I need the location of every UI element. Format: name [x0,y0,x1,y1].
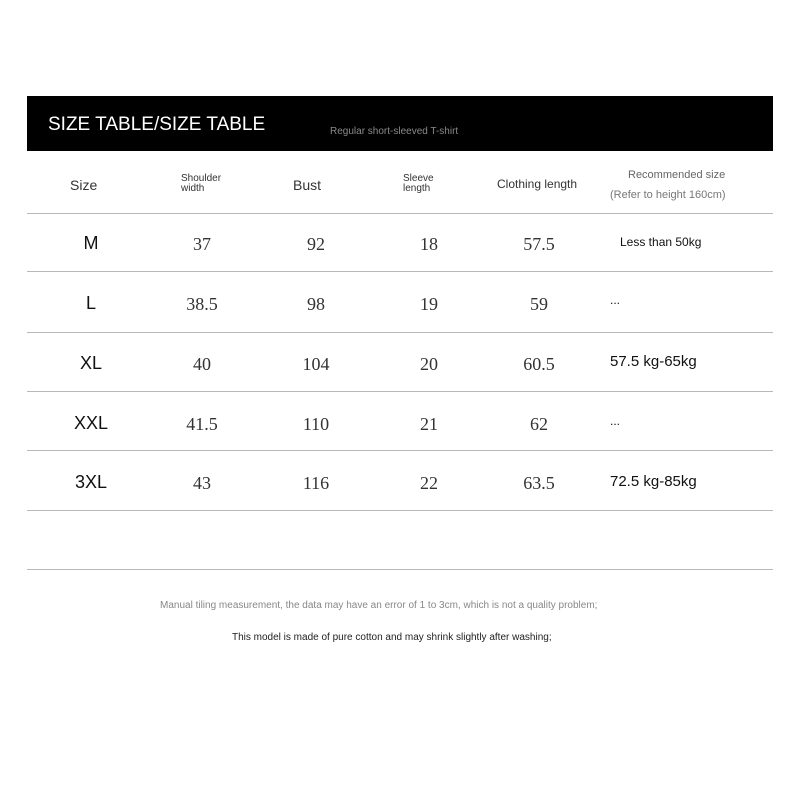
header-shoulder-line1: Shoulder [181,173,222,184]
row-shoulder: 38.5 [186,294,218,314]
header-sleeve-line2: length [403,183,431,194]
divider-line [27,391,773,392]
row-sleeve: 20 [420,354,438,374]
row-size: XXL [73,413,109,433]
row-bust: 116 [302,473,330,493]
row-length: 57.5 [523,234,555,254]
size-table-banner [27,96,773,151]
header-sleeve-line1: Sleeve [403,173,434,184]
divider-line [27,213,773,214]
row-bust: 98 [307,294,325,314]
measurement-error-note: Manual tiling measurement, the data may have an error of 1 to 3cm, which is not a quality problem; [160,600,598,611]
divider-line [27,510,773,511]
row-sleeve: 22 [420,473,438,493]
divider-line [27,332,773,333]
divider-line [27,450,773,451]
row-shoulder: 40 [193,354,211,374]
header-recommended-note: (Refer to height 160cm) [610,189,726,201]
header-size: Size [70,177,98,193]
divider-line [27,271,773,272]
row-size: M [83,233,99,253]
row-sleeve: 21 [420,414,438,434]
divider-line [27,569,773,570]
header-sleeve-length [403,174,434,194]
row-recommended: Less than 50kg [620,235,702,249]
row-sleeve: 18 [420,234,438,254]
row-bust: 92 [307,234,325,254]
header-clothing-length: Clothing length [497,177,578,191]
row-shoulder: 43 [193,473,211,493]
cotton-shrink-note: This model is made of pure cotton and may shrink slightly after washing; [232,632,552,643]
banner-title: SIZE TABLE/SIZE TABLE [48,114,266,135]
header-recommended-size: Recommended size [628,169,726,181]
row-length: 63.5 [523,473,555,493]
row-shoulder: 37 [193,234,211,254]
row-shoulder: 41.5 [186,414,218,434]
header-shoulder-line2: width [181,183,205,194]
row-bust: 104 [302,354,330,374]
row-recommended: ... [610,414,621,428]
row-recommended: ... [610,293,621,307]
header-bust: Bust [293,177,322,193]
row-length: 60.5 [523,354,555,374]
header-shoulder-width [181,174,221,194]
row-recommended: 72.5 kg-85kg [610,473,697,490]
row-bust: 110 [302,414,330,434]
row-size: 3XL [74,472,108,492]
row-sleeve: 19 [420,294,438,314]
banner-subtitle: Regular short-sleeved T-shirt [330,126,459,137]
row-length: 59 [530,294,548,314]
row-size: L [85,293,96,313]
row-recommended: 57.5 kg-65kg [610,353,697,370]
row-size: XL [79,353,103,373]
row-length: 62 [530,414,548,434]
